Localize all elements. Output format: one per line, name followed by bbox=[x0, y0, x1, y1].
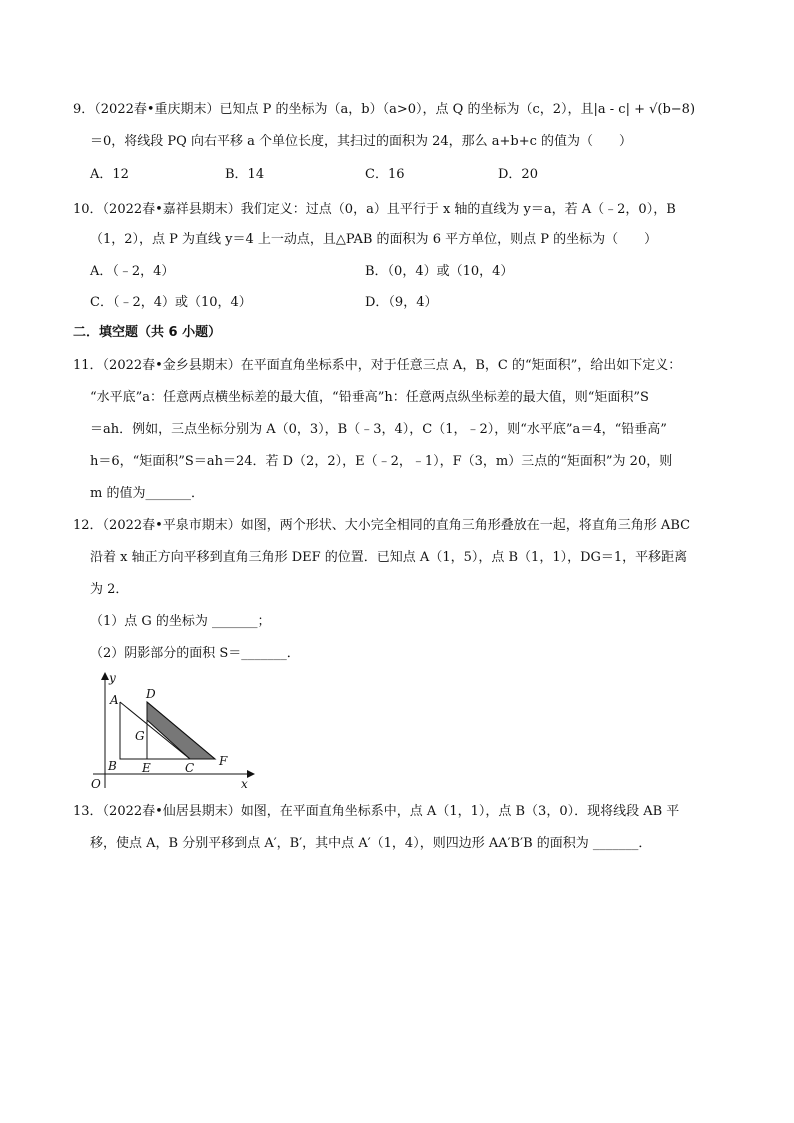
q12-sub-2: （2）阴影部分的面积 S＝_______． bbox=[90, 646, 300, 661]
label-o: O bbox=[91, 777, 101, 791]
q11-line-3: ＝ah．例如，三点坐标分别为 A（0，3），B（﹣3，4），C（1，﹣2），则“水平底”a＝4，“铅垂高” bbox=[90, 422, 667, 437]
label-a: A bbox=[110, 693, 119, 707]
q12-sub-1: （1）点 G 的坐标为 _______； bbox=[90, 614, 271, 629]
q11-line-5: m 的值为_______． bbox=[90, 486, 204, 501]
q11-line-4: h＝6，“矩面积”S＝ah＝24．若 D（2，2），E（﹣2，﹣1），F（3，m）三点的“矩面积”为 20，则 bbox=[90, 454, 673, 469]
q10-line-2: （1，2），点 P 为直线 y＝4 上一动点，且△PAB 的面积为 6 平方单位，则点 P 的坐标为（ ） bbox=[90, 232, 658, 247]
q12-line-1: 12．（2022春•平泉市期末）如图，两个形状、大小完全相同的直角三角形叠放在一起，将直角三角形 ABC bbox=[73, 518, 691, 533]
q12-line-3: 为 2． bbox=[90, 582, 129, 597]
q10-option-d: D．（9，4） bbox=[365, 295, 438, 310]
label-g: G bbox=[135, 729, 145, 743]
q10-line-1: 10．（2022春•嘉祥县期末）我们定义：过点（0，a）且平行于 x 轴的直线为 y＝a，若 A（﹣2，0），B bbox=[73, 202, 676, 217]
label-b: B bbox=[108, 759, 117, 773]
q9-line-1: 9．（2022春•重庆期末）已知点 P 的坐标为（a，b）（a>0），点 Q 的坐标为（c，2），且|a - c| + √(b−8) bbox=[73, 102, 696, 117]
q10-option-c: C．（﹣2，4）或（10，4） bbox=[90, 295, 252, 310]
q12-figure bbox=[85, 668, 265, 798]
q10-option-a: A．（﹣2，4） bbox=[90, 264, 175, 279]
q12-line-2: 沿着 x 轴正方向平移到直角三角形 DEF 的位置．已知点 A（1，5），点 B（1，1），DG＝1，平移距离 bbox=[90, 550, 688, 565]
section-heading: 二．填空题（共 6 小题） bbox=[73, 325, 222, 340]
q11-line-1: 11．（2022春•金乡县期末）在平面直角坐标系中，对于任意三点 A，B，C 的“矩面积”，给出如下定义： bbox=[73, 358, 682, 373]
label-e: E bbox=[142, 761, 151, 775]
q11-line-2: “水平底”a：任意两点横坐标差的最大值，“铅垂高”h：任意两点纵坐标差的最大值，则“矩面积”S bbox=[90, 390, 649, 405]
q9-line-2: ＝0，将线段 PQ 向右平移 a 个单位长度，其扫过的面积为 24，那么 a+b+c 的值为（ ） bbox=[90, 134, 633, 149]
q9-option-b: B．14 bbox=[225, 167, 265, 182]
q9-option-c: C．16 bbox=[365, 167, 405, 182]
label-d: D bbox=[146, 687, 156, 701]
q9-option-a: A．12 bbox=[90, 167, 129, 182]
label-f: F bbox=[219, 754, 228, 768]
q10-option-b: B．（0，4）或（10，4） bbox=[365, 264, 514, 279]
label-c: C bbox=[185, 761, 195, 775]
q9-option-d: D．20 bbox=[498, 167, 538, 182]
q13-line-2: 移，使点 A，B 分别平移到点 A′，B′，其中点 A′（1，4），则四边形 AA′B′B 的面积为 _______． bbox=[90, 836, 652, 851]
q13-line-1: 13．（2022春•仙居县期末）如图，在平面直角坐标系中，点 A（1，1），点 B（3，0）．现将线段 AB 平 bbox=[73, 804, 680, 819]
label-y: y bbox=[109, 671, 116, 685]
label-x: x bbox=[241, 777, 248, 791]
